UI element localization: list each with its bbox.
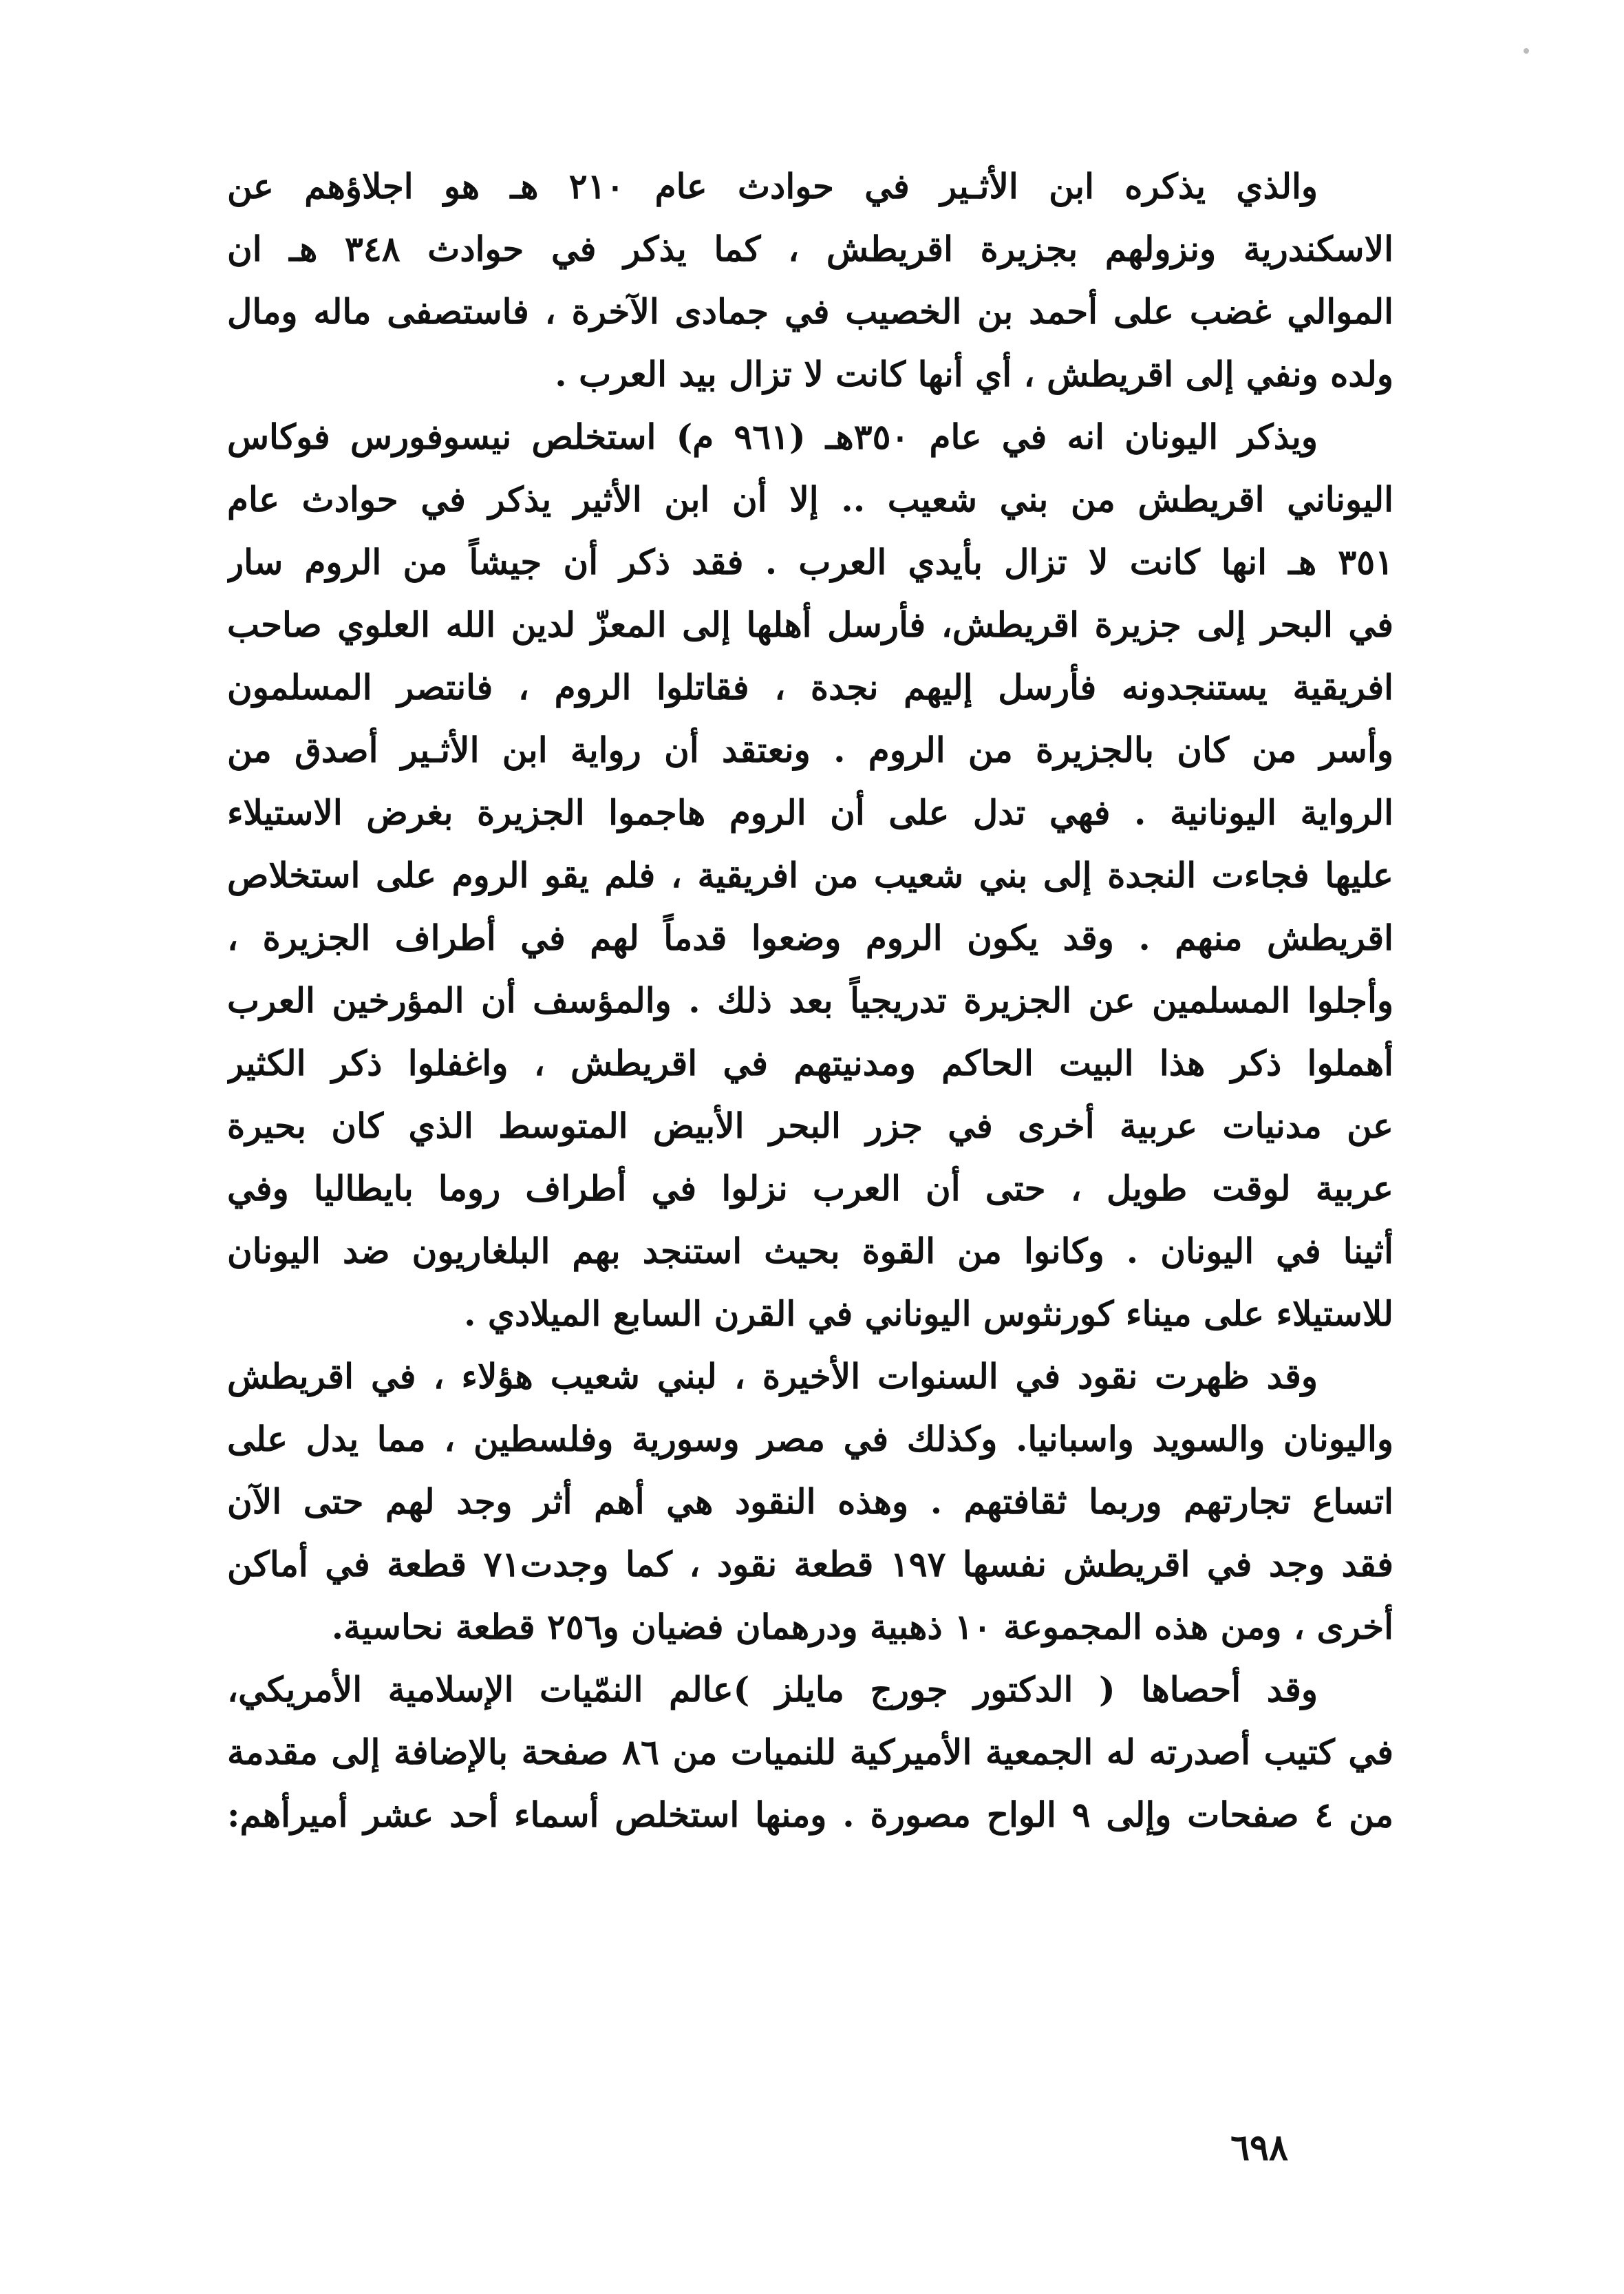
text-line: أخرى ، ومن هذه المجموعة ١٠ ذهبية ودرهمان فضيان و٢٥٦ قطعة نحاسية. bbox=[331, 1606, 1393, 1647]
text-line: للاستيلاء على ميناء كورنثوس اليوناني في القرن السابع الميلادي . bbox=[464, 1293, 1393, 1334]
text-line: اقريطش منهم . وقد يكون الروم وضعوا قدماً لهم في أطراف الجزيرة ، bbox=[227, 917, 1393, 958]
text-line: في البحر إلى جزيرة اقريطش، فأرسل أهلها إلى المعزّ لدين الله العلوي صاحب bbox=[227, 604, 1393, 645]
text-line: اليوناني اقريطش من بني شعيب .. إلا أن ابن الأثير يذكر في حوادث عام bbox=[227, 479, 1393, 520]
text-line: وأجلوا المسلمين عن الجزيرة تدريجياً بعد ذلك . والمؤسف أن المؤرخين العرب bbox=[227, 980, 1393, 1021]
text-line: ولده ونفي إلى اقريطش ، أي أنها كانت لا تزال بيد العرب . bbox=[555, 354, 1393, 394]
scan-speck bbox=[1524, 48, 1529, 54]
text-line: أثينا في اليونان . وكانوا من القوة بحيث استنجد بهم البلغاريون ضد اليونان bbox=[227, 1231, 1393, 1271]
text-line: من ٤ صفحات وإلى ٩ الواح مصورة . ومنها استخلص أسماء أحد عشر أميرأهم: bbox=[227, 1794, 1393, 1835]
text-line: ٣٥١ هـ انها كانت لا تزال بأيدي العرب . فقد ذكر أن جيشاً من الروم سار bbox=[227, 542, 1393, 582]
text-line: عربية لوقت طويل ، حتى أن العرب نزلوا في أطراف روما بايطاليا وفي bbox=[227, 1168, 1393, 1209]
text-line: وقد أحصاها ( الدكتور جورج مايلز )عالم النمّيات الإسلامية الأمريكي، bbox=[227, 1669, 1318, 1710]
text-line: اتساع تجارتهم وربما ثقافتهم . وهذه النقود هي أهم أثر وجد لهم حتى الآن bbox=[227, 1481, 1393, 1522]
text-line: واليونان والسويد واسبانيا. وكذلك في مصر وسورية وفلسطين ، مما يدل على bbox=[227, 1419, 1393, 1459]
text-line: فقد وجد في اقريطش نفسها ١٩٧ قطعة نقود ، كما وجدت٧١ قطعة في أماكن bbox=[227, 1544, 1393, 1584]
page-number: ٦٩٨ bbox=[1230, 2127, 1288, 2169]
text-line: الرواية اليونانية . فهي تدل على أن الروم هاجموا الجزيرة بغرض الاستيلاء bbox=[227, 792, 1393, 833]
text-line: الموالي غضب على أحمد بن الخصيب في جمادى الآخرة ، فاستصفى ماله ومال bbox=[227, 291, 1393, 332]
text-line: الاسكندرية ونزولهم بجزيرة اقريطش ، كما يذكر في حوادث ٣٤٨ هـ ان bbox=[227, 229, 1393, 269]
text-line: والذي يذكره ابن الأثـير في حوادث عام ٢١٠ هـ هو اجلاؤهم عن bbox=[227, 166, 1318, 206]
text-line: أهملوا ذكر هذا البيت الحاكم ومدنيتهم في اقريطش ، واغفلوا ذكر الكثير bbox=[227, 1043, 1393, 1083]
text-line: في كتيب أصدرته له الجمعية الأميركية للنميات من ٨٦ صفحة بالإضافة إلى مقدمة bbox=[227, 1732, 1393, 1772]
text-line: ويذكر اليونان انه في عام ٣٥٠هـ (٩٦١ م) استخلص نيسوفورس فوكاس bbox=[227, 416, 1318, 457]
text-line: عليها فجاءت النجدة إلى بني شعيب من افريقية ، فلم يقو الروم على استخلاص bbox=[227, 855, 1393, 895]
body-text bbox=[227, 155, 1393, 1846]
text-line: وقد ظهرت نقود في السنوات الأخيرة ، لبني شعيب هؤلاء ، في اقريطش bbox=[227, 1356, 1318, 1396]
text-line: وأسر من كان بالجزيرة من الروم . ونعتقد أن رواية ابن الأثـير أصدق من bbox=[227, 730, 1393, 770]
text-line: عن مدنيات عربية أخرى في جزر البحر الأبيض المتوسط الذي كان بحيرة bbox=[227, 1105, 1393, 1146]
text-line: افريقية يستنجدونه فأرسل إليهم نجدة ، فقاتلوا الروم ، فانتصر المسلمون bbox=[227, 667, 1393, 708]
